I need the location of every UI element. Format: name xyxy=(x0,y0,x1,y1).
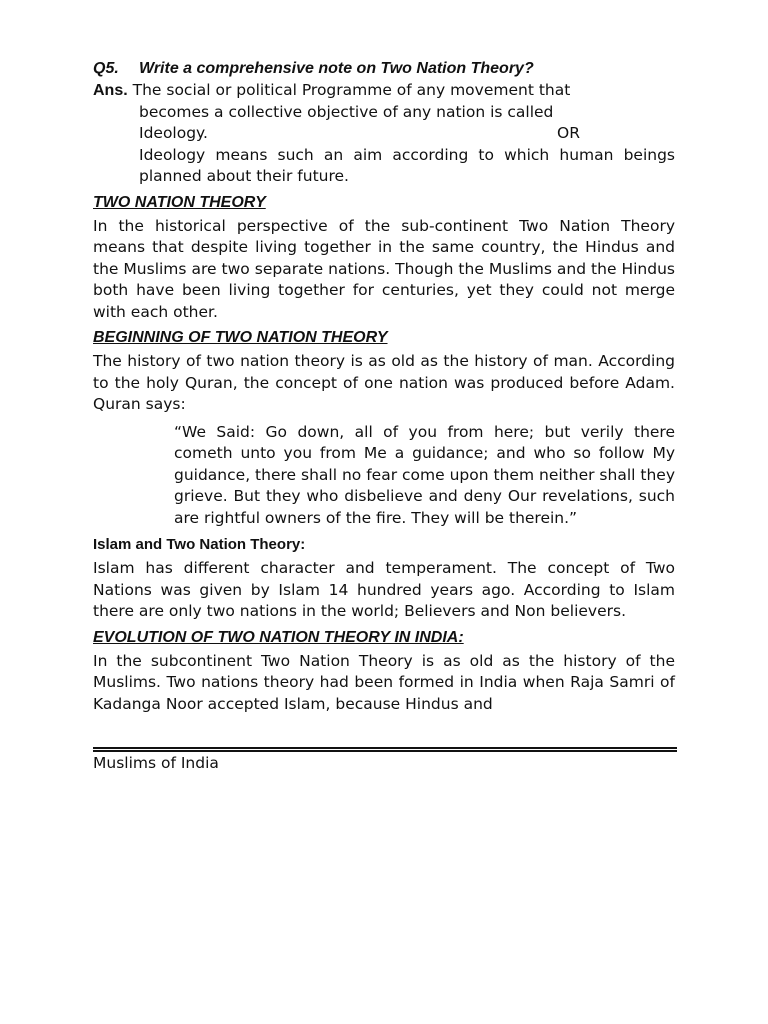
heading-islam: Islam and Two Nation Theory: xyxy=(93,536,306,553)
question-text: Write a comprehensive note on Two Nation Theory? xyxy=(139,60,534,77)
footer-text: Muslims of India xyxy=(93,754,219,772)
answer-or: OR xyxy=(557,124,580,142)
heading-two-nation-theory: TWO NATION THEORY xyxy=(93,193,266,211)
answer-line-3: Ideology. xyxy=(139,124,208,142)
question-number: Q5. xyxy=(93,60,119,77)
paragraph-islam: Islam has different character and temperament. The concept of Two Nations was given by Islam 14 hundred years ago. According to Islam there are only two nations in the world; Believers and Non believers. xyxy=(93,559,675,620)
answer-line-4: Ideology means such an aim according to which human beings planned about their future. xyxy=(139,145,675,185)
answer-block xyxy=(93,80,675,188)
answer-or-line xyxy=(93,123,675,145)
heading-evolution: EVOLUTION OF TWO NATION THEORY IN INDIA: xyxy=(93,628,464,646)
document-page xyxy=(93,58,675,715)
answer-label: Ans. xyxy=(93,82,128,99)
paragraph-evolution: In the subcontinent Two Nation Theory is as old as the history of the Muslims. Two nations theory had been formed in India when Raja Samri of Kadanga Noor accepted Islam, because Hindus and xyxy=(93,651,675,713)
question-heading xyxy=(93,58,675,80)
paragraph-beginning: The history of two nation theory is as old as the history of man. According to the holy Quran, the concept of one nation was produced before Adam. Quran says: xyxy=(93,352,675,413)
quran-quote: “We Said: Go down, all of you from here; but verily there cometh unto you from Me a guidance; and who so follow My guidance, there shall no fear come upon them neither shall they grieve. But they who disbelieve and deny Our revelations, such are rightful owners of the fire. They will be therein.” xyxy=(174,422,675,527)
answer-line-2: becomes a collective objective of any nation is called xyxy=(139,102,554,121)
heading-beginning: BEGINNING OF TWO NATION THEORY xyxy=(93,329,388,346)
answer-first-line xyxy=(93,80,675,102)
answer-line-1: The social or political Programme of any movement that xyxy=(132,81,571,99)
paragraph-two-nation-theory: In the historical perspective of the sub-continent Two Nation Theory means that despite living together in the same country, the Hindus and the Muslims are two separate nations. Though the Muslims and the Hindus both have been living together for centuries, yet they could not merge with each other. xyxy=(93,216,675,321)
